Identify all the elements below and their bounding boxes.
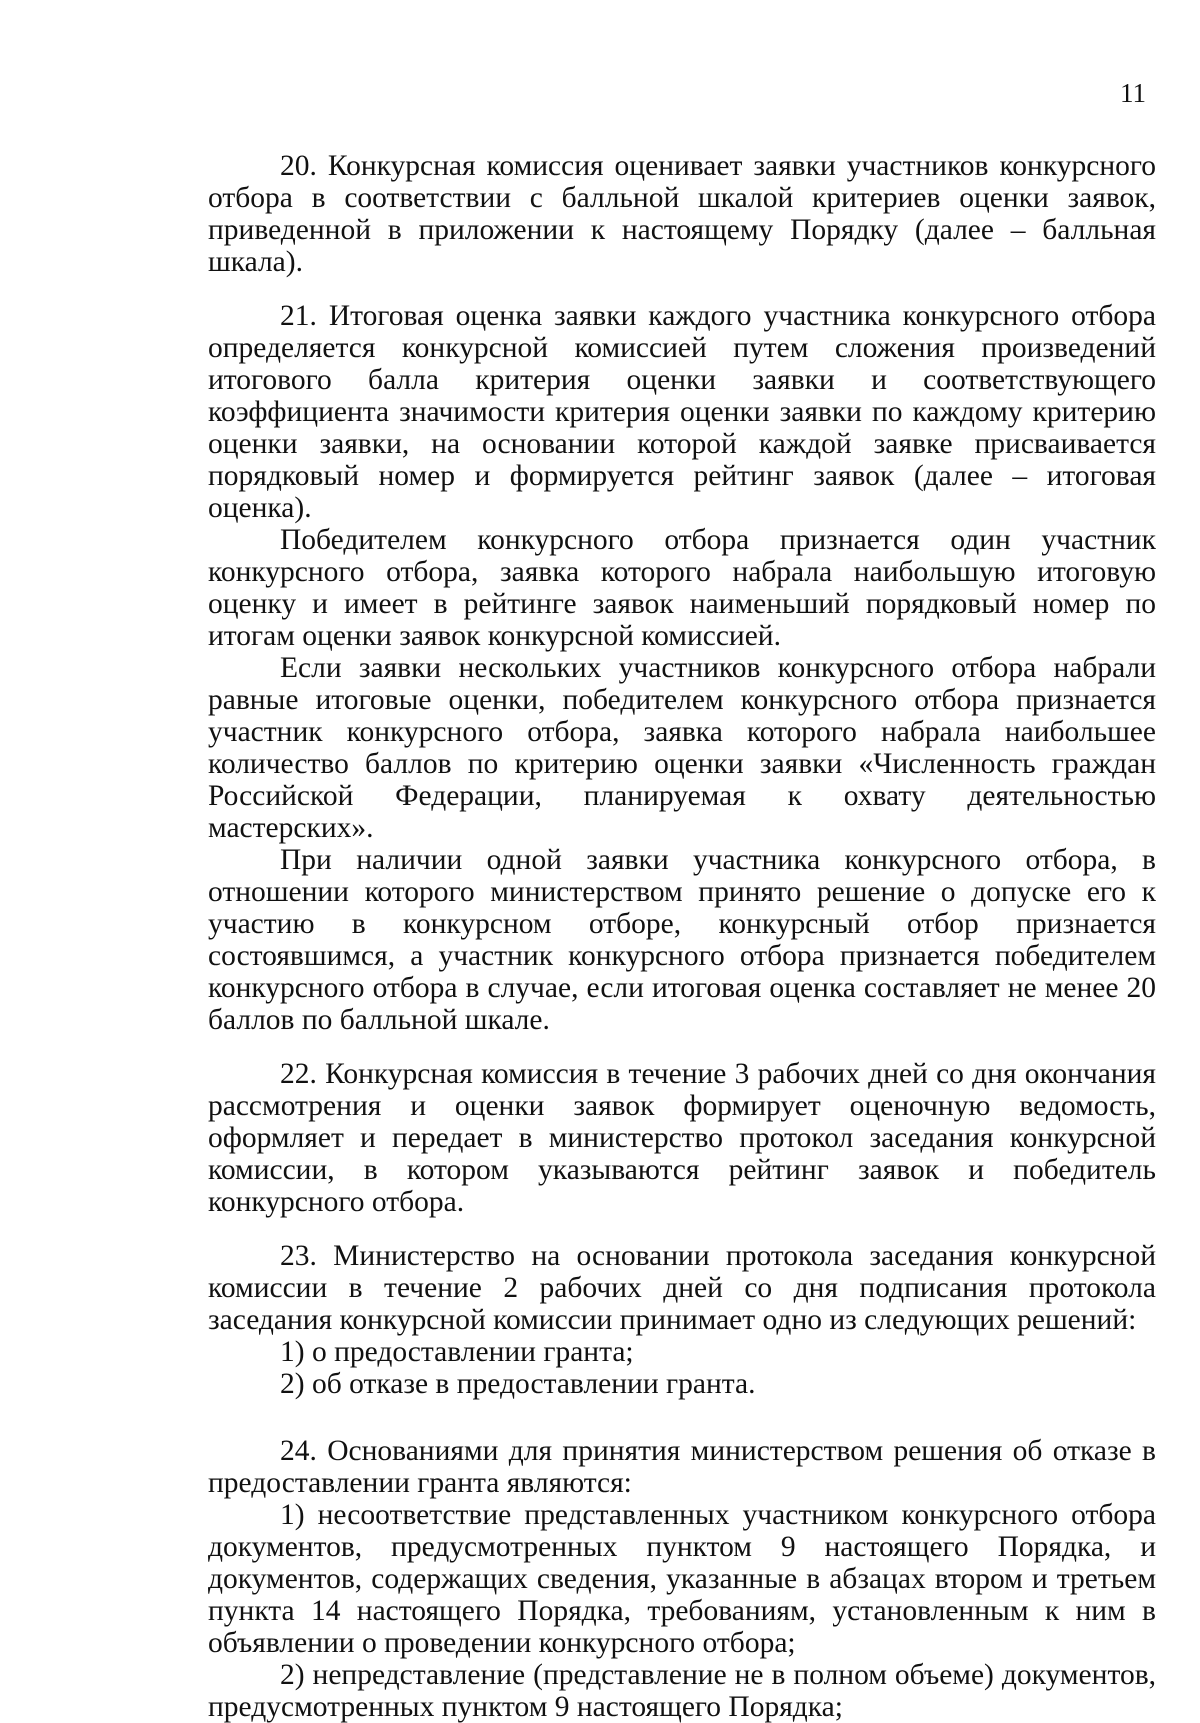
paragraph-21: 21. Итоговая оценка заявки каждого участника конкурсного отбора определяется конкурсной комиссией путем сложения произведений итогового балла критерия оценки заявки и соответствующего коэффициента значимости критерия оценки заявки по каждому критерию оценки заявки, на основании которой каждой заявке присваивается порядковый номер и формируется рейтинг заявок (далее – итоговая оценка). — [208, 300, 1156, 524]
paragraph-24: 24. Основаниями для принятия министерством решения об отказе в предоставлении гранта являются: — [208, 1435, 1156, 1499]
paragraph-21-equal-scores: Если заявки нескольких участников конкурсного отбора набрали равные итоговые оценки, победителем конкурсного отбора признается участник конкурсного отбора, заявка которого набрала наибольшее количество баллов по критерию оценки заявки «Численность граждан Российской Федерации, планируемая к охвату деятельностью мастерских». — [208, 652, 1156, 844]
document-body — [208, 150, 1156, 1723]
page-number: 11 — [1120, 78, 1146, 108]
paragraph-20: 20. Конкурсная комиссия оценивает заявки участников конкурсного отбора в соответствии с балльной шкалой критериев оценки заявок, приведенной в приложении к настоящему Порядку (далее – балльная шкала). — [208, 150, 1156, 278]
paragraph-22: 22. Конкурсная комиссия в течение 3 рабочих дней со дня окончания рассмотрения и оценки заявок формирует оценочную ведомость, оформляет и передает в министерство протокол заседания конкурсной комиссии, в котором указываются рейтинг заявок и победитель конкурсного отбора. — [208, 1058, 1156, 1218]
paragraph-24-item-2: 2) непредставление (представление не в полном объеме) документов, предусмотренных пунктом 9 настоящего Порядка; — [208, 1659, 1156, 1723]
paragraph-24-item-1: 1) несоответствие представленных участником конкурсного отбора документов, предусмотренных пунктом 9 настоящего Порядка, и документов, содержащих сведения, указанные в абзацах втором и третьем пункта 14 настоящего Порядка, требованиям, установленным к ним в объявлении о проведении конкурсного отбора; — [208, 1499, 1156, 1659]
paragraph-23-item-1: 1) о предоставлении гранта; — [280, 1336, 634, 1368]
paragraph-21-single-application: При наличии одной заявки участника конкурсного отбора, в отношении которого министерством принято решение о допуске его к участию в конкурсном отборе, конкурсный отбор признается состоявшимся, а участник конкурсного отбора признается победителем конкурсного отбора в случае, если итоговая оценка составляет не менее 20 баллов по балльной шкале. — [208, 844, 1156, 1036]
paragraph-23-item-2: 2) об отказе в предоставлении гранта. — [280, 1368, 756, 1400]
paragraph-21-winner: Победителем конкурсного отбора признается один участник конкурсного отбора, заявка которого набрала наибольшую итоговую оценку и имеет в рейтинге заявок наименьший порядковый номер по итогам оценки заявок конкурсной комиссией. — [208, 524, 1156, 652]
paragraph-23: 23. Министерство на основании протокола заседания конкурсной комиссии в течение 2 рабочих дней со дня подписания протокола заседания конкурсной комиссии принимает одно из следующих решений: — [208, 1240, 1156, 1336]
